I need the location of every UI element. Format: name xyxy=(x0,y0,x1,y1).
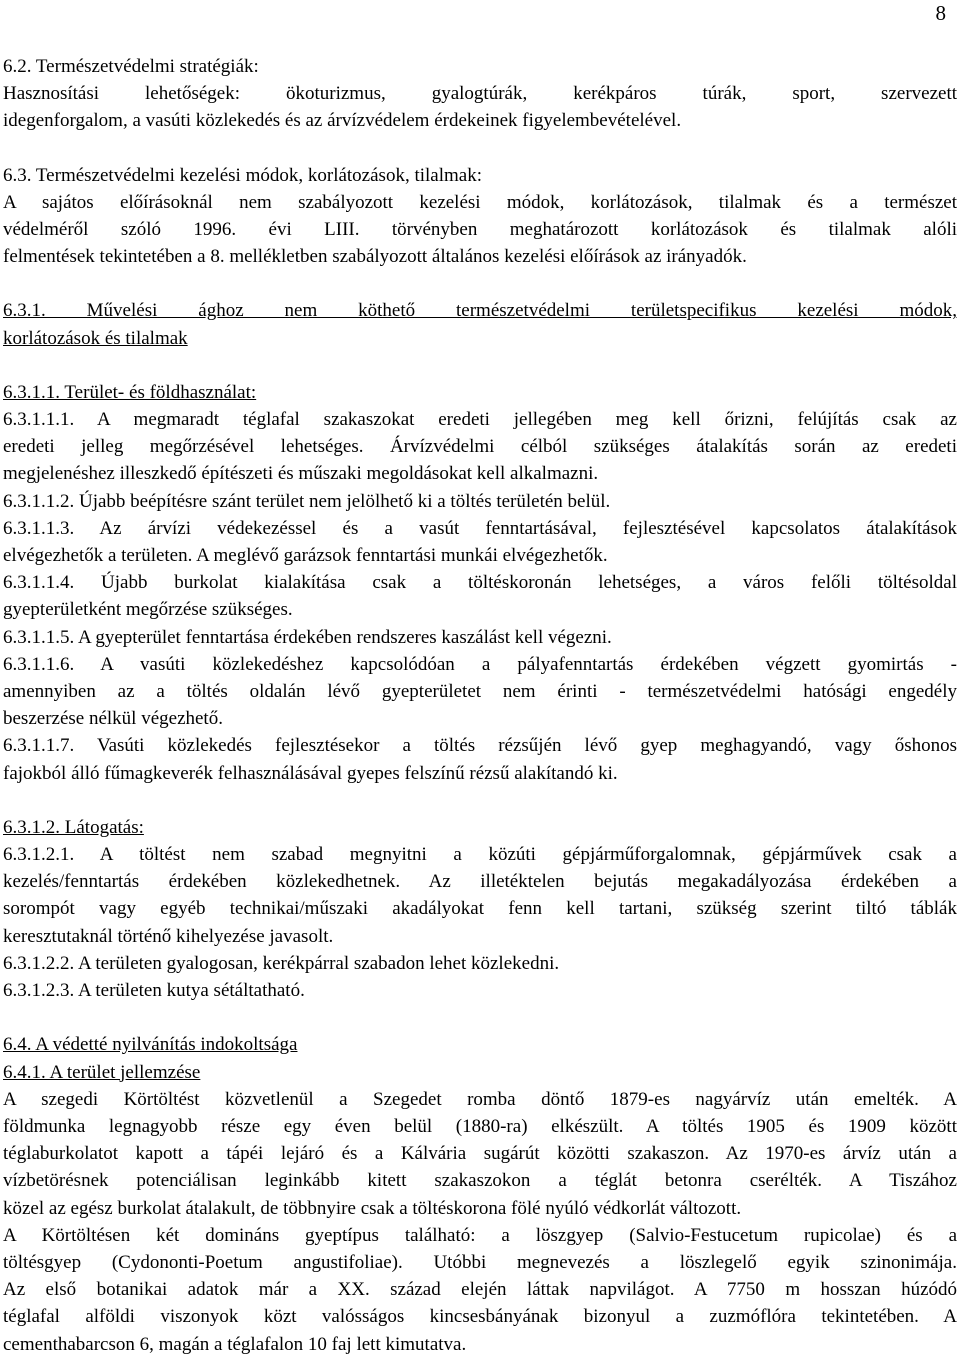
paragraph-line: 6.3.1.1.5. A gyepterület fenntartása érdekében rendszeres kaszálást kell végezni. xyxy=(3,626,612,648)
subsection-heading xyxy=(3,325,957,352)
subsection-heading xyxy=(3,297,957,324)
subsection-heading xyxy=(3,1059,957,1086)
paragraph-line: A szegedi Körtöltést közvetlenül a Szegedet romba döntő 1879-es nagyárvíz után emelték. A xyxy=(3,1088,957,1110)
section-heading xyxy=(3,1031,957,1058)
paragraph-line: 6.3.1.1.1. A megmaradt téglafal szakaszokat eredeti jellegében meg kell őrizni, felújítás csak az xyxy=(3,409,957,431)
paragraph-line: 6.3.1.2.1. A töltést nem szabad megnyitni a közúti gépjárműforgalomnak, gépjárművek csak a xyxy=(3,844,957,866)
paragraph-line: 6.3.1.1.7. Vasúti közlekedés fejlesztésekor a töltés rézsűjén lévő gyep meghagyandó, vagy őshonos xyxy=(3,735,957,757)
paragraph-line: A Körtöltésen két domináns gyeptípus található: a löszgyep (Salvio-Festucetum rupicolae) és a xyxy=(3,1224,957,1246)
paragraph-line: elvégezhetők a területen. A meglévő garázsok fenntartási munkái elvégezhetők. xyxy=(3,545,608,567)
paragraph-line: Hasznosítási lehetőségek: ökoturizmus, gyalogtúrák, kerékpáros túrák, sport, szervezett xyxy=(3,83,957,105)
subsection-heading-text: 6.3.1. Művelési ághoz nem köthető természetvédelmi területspecifikus kezelési módok, xyxy=(3,300,957,322)
paragraph-line: közel az egész burkolat átalakult, de többnyire csak a töltéskorona fölé nyúló védkorlát változott. xyxy=(3,1197,742,1219)
section-6-2 xyxy=(3,53,957,135)
section-heading: 6.2. Természetvédelmi stratégiák: xyxy=(3,56,259,77)
paragraph-line: eredeti jelleg megőrzésével lehetséges. Árvízvédelmi célból szükséges átalakítás során az eredeti xyxy=(3,436,957,458)
subsection-heading-text: 6.4.1. A terület jellemzése xyxy=(3,1061,201,1083)
paragraph-line: 6.3.1.2.3. A területen kutya sétáltatható. xyxy=(3,980,305,1002)
spacer xyxy=(3,1004,957,1031)
paragraph-line: fajokból álló fűmagkeverék felhasználásával gyepes felszínű rézsű alakítandó ki. xyxy=(3,762,618,784)
paragraph-line: Az első botanikai adatok már a XX. század elején láttak napvilágot. A 7750 m hosszan húzódó xyxy=(3,1279,957,1301)
paragraph-line: 6.3.1.1.6. A vasúti közlekedéshez kapcsolódóan a pályafenntartás érdekében végzett gyomirtás - xyxy=(3,653,957,675)
paragraph-line: 6.3.1.1.2. Újabb beépítésre szánt terület nem jelölhető ki a töltés területén belül. xyxy=(3,490,611,512)
paragraph-line: 6.3.1.1.3. Az árvízi védekezéssel és a vasút fenntartásával, fejlesztésével kapcsolatos átalakítások xyxy=(3,517,957,539)
paragraph-line: gyepterületként megőrzése szükséges. xyxy=(3,599,293,621)
paragraph-line: beszerzése nélkül végezhető. xyxy=(3,708,223,730)
section-heading: 6.3. Természetvédelmi kezelési módok, korlátozások, tilalmak: xyxy=(3,164,482,186)
document-body xyxy=(3,53,957,1358)
paragraph-line: idegenforgalom, a vasúti közlekedés és az árvízvédelem érdekeinek figyelembevételével. xyxy=(3,110,682,132)
paragraph-line: megjelenéshez illeszkedő építészeti és műszaki megoldásokat kell alkalmazni. xyxy=(3,463,599,485)
spacer xyxy=(3,135,957,162)
section-6-3-1-1 xyxy=(3,379,957,787)
section-heading-text: 6.4. A védetté nyilvánítás indokoltsága xyxy=(3,1034,298,1056)
paragraph-line: amennyiben az a töltés oldalán lévő gyepterületet nem érinti - természetvédelmi hatósági engedély xyxy=(3,681,957,703)
paragraph-line: védelméről szóló 1996. évi LIII. törvényben meghatározott korlátozások és tilalmak alóli xyxy=(3,219,957,241)
subsection-heading xyxy=(3,379,957,406)
section-6-3-1-2 xyxy=(3,814,957,1004)
paragraph-line: téglaburkolatot kapott a tápéi lejáró és a Kálvária sugárút közötti szakaszon. Az 1970-es árvíz után a xyxy=(3,1143,957,1165)
spacer xyxy=(3,787,957,814)
paragraph-line: vízbetörésnek potenciálisan leginkább kitett szakaszokon a téglát betonra cserélték. A Tiszához xyxy=(3,1170,957,1192)
paragraph-line: téglafal alföldi viszonyok közt valósságos kincsesbányának bizonyul a zuzmóflóra tekintetében. A xyxy=(3,1306,957,1328)
paragraph-line: kezelés/fenntartás érdekében közlekedhetnek. Az illetéktelen bejutás megakadályozása érdekében a xyxy=(3,871,957,893)
page-number: 8 xyxy=(935,1,946,25)
subsection-heading-text: korlátozások és tilalmak xyxy=(3,327,188,349)
paragraph-line: cementhabarcson 6, magán a téglafalon 10 faj lett kimutatva. xyxy=(3,1333,467,1355)
paragraph-line: sorompót vagy egyéb technikai/műszaki akadályokat fenn kell tartani, szükség szerint tiltó táblák xyxy=(3,898,957,920)
paragraph-line: töltésgyep (Cydononti-Poetum angustifoliae). Utóbbi megnevezés a löszlegelő egyik szinonimája. xyxy=(3,1251,957,1273)
paragraph-line: 6.3.1.1.4. Újabb burkolat kialakítása csak a töltéskoronán lehetséges, a város felőli töltésoldal xyxy=(3,572,957,594)
paragraph-line: keresztutaknál történő kihelyezése javasolt. xyxy=(3,925,334,947)
subsection-heading-text: 6.3.1.1. Terület- és földhasználat: xyxy=(3,381,257,403)
section-6-4 xyxy=(3,1031,957,1357)
spacer xyxy=(3,352,957,379)
subsection-heading xyxy=(3,814,957,841)
section-6-3 xyxy=(3,162,957,271)
paragraph-line: felmentések tekintetében a 8. mellékletben szabályozott általános kezelési előírások az irányadók. xyxy=(3,246,747,268)
paragraph-line: A sajátos előírásoknál nem szabályozott kezelési módok, korlátozások, tilalmak és a természet xyxy=(3,191,957,213)
paragraph-line: földmunka legnagyobb része egy éven belül (1880-ra) elkészült. A töltés 1905 és 1909 között xyxy=(3,1115,957,1137)
subsection-heading-text: 6.3.1.2. Látogatás: xyxy=(3,816,144,838)
section-6-3-1 xyxy=(3,297,957,351)
spacer xyxy=(3,270,957,297)
paragraph-line: 6.3.1.2.2. A területen gyalogosan, kerékpárral szabadon lehet közlekedni. xyxy=(3,952,560,974)
